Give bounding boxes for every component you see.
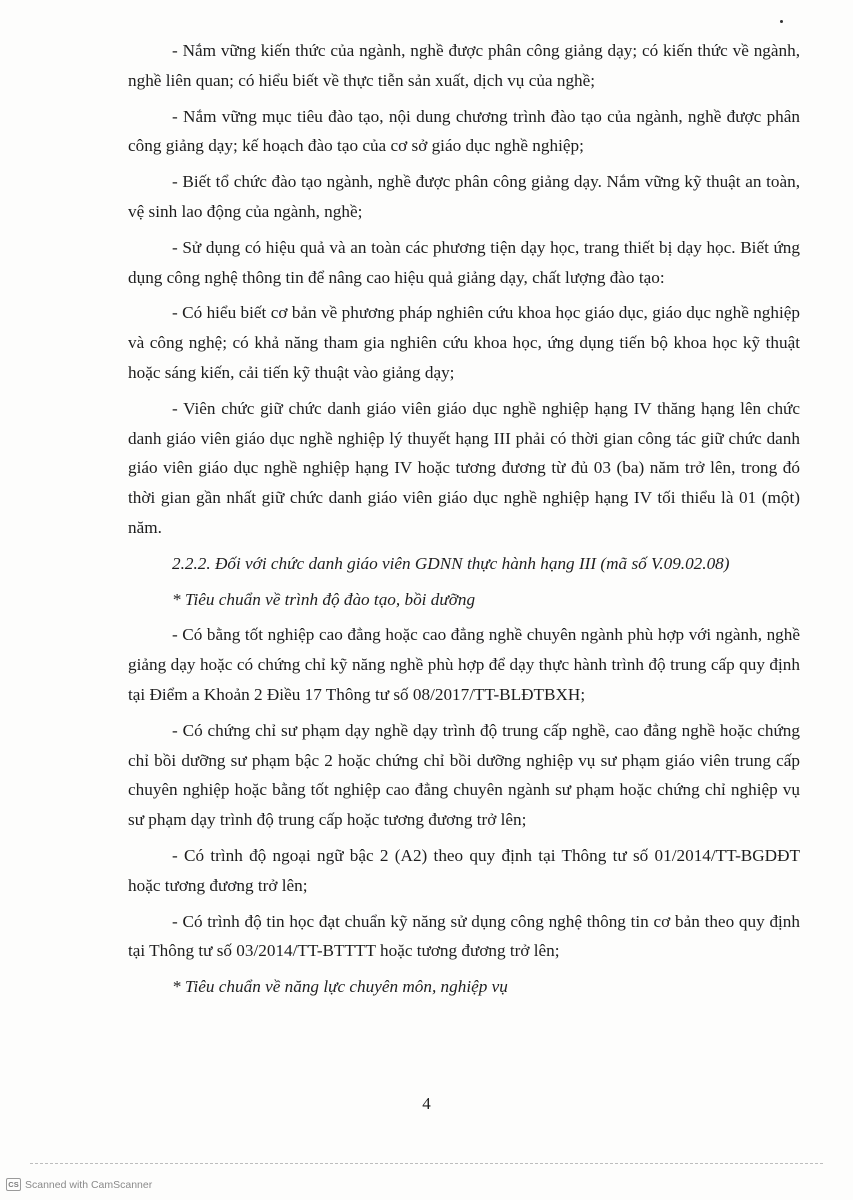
- paragraph: - Có bằng tốt nghiệp cao đẳng hoặc cao đẳng nghề chuyên ngành phù hợp với ngành, nghề giảng dạy hoặc có chứng chỉ kỹ năng nghề phù hợp để dạy thực hành trình độ trung cấp quy định tại Điểm a Khoản 2 Điều 17 Thông tư số 08/2017/TT-BLĐTBXH;: [128, 625, 800, 704]
- section-heading: 2.2.2. Đối với chức danh giáo viên GDNN thực hành hạng III (mã số V.09.02.08): [172, 553, 730, 573]
- subsection-heading: * Tiêu chuẩn về năng lực chuyên môn, nghiệp vụ: [172, 977, 508, 997]
- paragraph: - Có trình độ ngoại ngữ bậc 2 (A2) theo quy định tại Thông tư số 01/2014/TT-BGDĐT hoặc tương đương trở lên;: [128, 845, 800, 895]
- scan-edge-line: [30, 1163, 823, 1164]
- paragraph: - Sử dụng có hiệu quả và an toàn các phương tiện dạy học, trang thiết bị dạy học. Biết ứng dụng công nghệ thông tin để nâng cao hiệu quả giảng dạy, chất lượng đào tạo:: [128, 237, 800, 287]
- paragraph: - Nắm vững kiến thức của ngành, nghề được phân công giảng dạy; có kiến thức về ngành, nghề liên quan; có hiểu biết về thực tiễn sản xuất, dịch vụ của nghề;: [128, 41, 800, 90]
- paragraph: - Biết tổ chức đào tạo ngành, nghề được phân công giảng dạy. Nắm vững kỹ thuật an toàn, vệ sinh lao động của ngành, nghề;: [128, 172, 800, 221]
- camscanner-logo-icon: CS: [6, 1178, 21, 1191]
- scanner-watermark: [6, 1178, 152, 1191]
- paragraph: - Có trình độ tin học đạt chuẩn kỹ năng sử dụng công nghệ thông tin cơ bản theo quy định tại Thông tư số 03/2014/TT-BTTTT hoặc tương đương trở lên;: [128, 911, 800, 961]
- document-body: [128, 36, 800, 1008]
- paragraph: - Có hiểu biết cơ bản về phương pháp nghiên cứu khoa học giáo dục, giáo dục nghề nghiệp và công nghệ; có khả năng tham gia nghiên cứu khoa học, ứng dụng tiến bộ khoa học kỹ thuật hoặc sáng kiến, cải tiến kỹ thuật vào giảng dạy;: [128, 303, 800, 382]
- watermark-label: Scanned with CamScanner: [25, 1178, 153, 1191]
- subsection-heading: * Tiêu chuẩn về trình độ đào tạo, bồi dưỡng: [172, 589, 476, 609]
- paragraph: - Có chứng chỉ sư phạm dạy nghề dạy trình độ trung cấp nghề, cao đẳng nghề hoặc chứng chỉ bồi dưỡng sư phạm bậc 2 hoặc chứng chỉ bồi dưỡng nghiệp vụ sư phạm giáo viên trung cấp chuyên nghiệp hoặc bằng tốt nghiệp cao đẳng chuyên ngành sư phạm hoặc chứng chỉ nghiệp vụ sư phạm dạy trình độ trung cấp hoặc tương đương trở lên;: [128, 720, 800, 830]
- paragraph: - Nắm vững mục tiêu đào tạo, nội dung chương trình đào tạo của ngành, nghề được phân công giảng dạy; kế hoạch đào tạo của cơ sở giáo dục nghề nghiệp;: [128, 106, 800, 156]
- paragraph: - Viên chức giữ chức danh giáo viên giáo dục nghề nghiệp hạng IV thăng hạng lên chức danh giáo viên giáo dục nghề nghiệp lý thuyết hạng III phải có thời gian công tác giữ chức danh giáo viên giáo dục nghề nghiệp hạng IV hoặc tương đương từ đủ 03 (ba) năm trở lên, trong đó thời gian gần nhất giữ chức danh giáo viên giáo dục nghề nghiệp hạng IV tối thiểu là 01 (một) năm.: [128, 398, 800, 537]
- scan-speck: [780, 20, 783, 23]
- page-number: 4: [422, 1094, 431, 1113]
